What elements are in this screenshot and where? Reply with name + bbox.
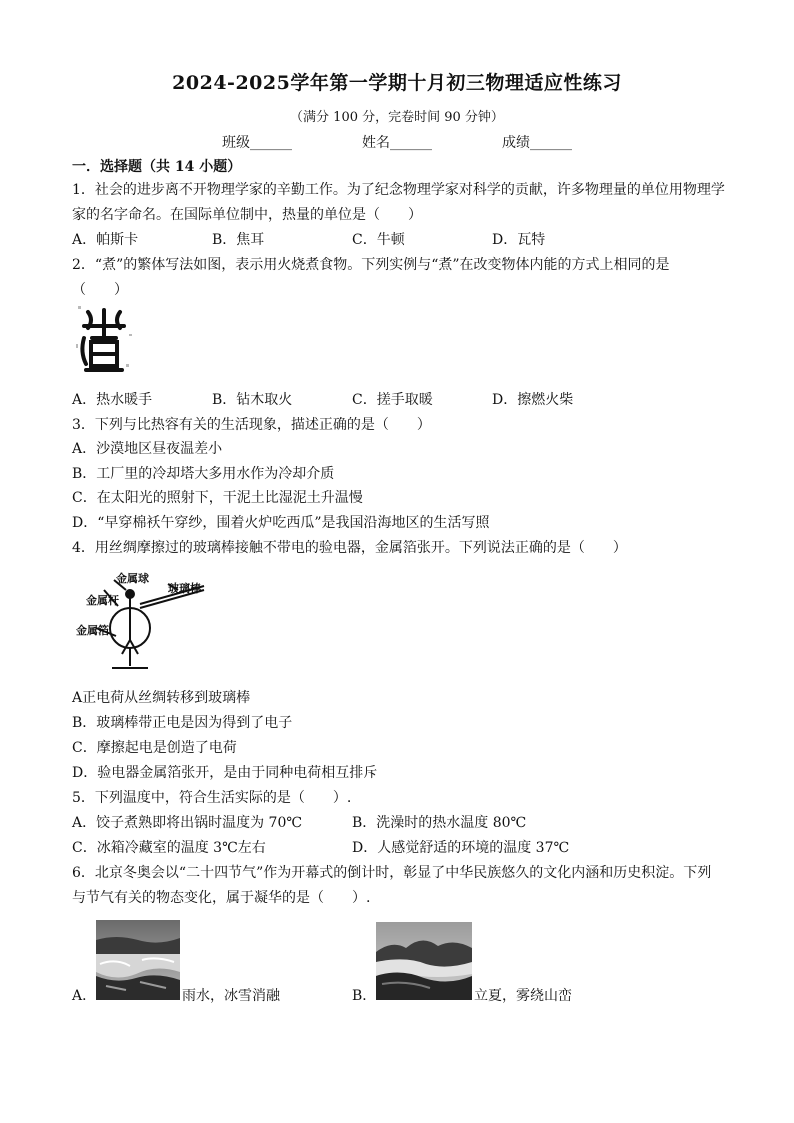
q1-option-c: C．牛顿 [352,232,405,248]
q4-option-c: C．摩擦起电是创造了电荷 [72,740,237,756]
label-glass-rod: 玻璃棒 [168,582,201,595]
q6-stem-line2: 与节气有关的物态变化，属于凝华的是（ ）. [72,890,371,906]
q3-stem: 3．下列与比热容有关的生活现象，描述正确的是（ ） [72,417,431,433]
score-field: 成绩______ [502,135,572,151]
electroscope-figure [72,566,220,676]
label-metal-foil: 金属箔 [76,624,109,637]
exam-subtitle: （满分 100 分，完卷时间 90 分钟） [290,110,504,125]
q1-stem-line1: 1．社会的进步离不开物理学家的辛勤工作。为了纪念物理学家对科学的贡献，许多物理量的单位用物理学 [72,182,725,198]
q4-option-a: A正电荷从丝绸转移到玻璃棒 [72,690,251,706]
q1-option-b: B．焦耳 [212,232,265,248]
q2-option-a: A．热水暖手 [72,392,153,408]
class-field: 班级______ [222,135,292,151]
q2-stem-line2: （ ） [72,282,128,298]
q6-option-b-letter: B． [352,988,377,1004]
q5-stem: 5．下列温度中，符合生活实际的是（ ）. [72,790,352,806]
label-metal-ball: 金属球 [116,572,149,585]
q1-option-a: A．帕斯卡 [72,232,139,248]
q3-option-a: A．沙漠地区昼夜温差小 [72,441,223,457]
q2-option-c: C．搓手取暖 [352,392,433,408]
q5-option-a: A．饺子煮熟即将出锅时温度为 70℃ [72,815,303,831]
q5-option-b: B．洗澡时的热水温度 80℃ [352,815,527,831]
exam-title: 2024-2025学年第一学期十月初三物理适应性练习 [172,72,622,94]
q3-option-d: D．“早穿棉袄午穿纱，围着火炉吃西瓜”是我国沿海地区的生活写照 [72,515,490,531]
q6-option-a-text: 雨水，冰雪消融 [182,988,280,1004]
q2-stem-line1: 2．“煮”的繁体写法如图，表示用火烧煮食物。下列实例与“煮”在改变物体内能的方式上相同的是 [72,257,670,273]
q6-stem-line1: 6．北京冬奥会以“二十四节气”作为开幕式的倒计时，彰显了中华民族悠久的文化内涵和历史积淀。下列 [72,865,712,881]
zhu-seal-character-image [74,304,134,378]
label-metal-stem: 金属杆 [86,594,119,607]
q6-option-a-letter: A． [72,988,97,1004]
q1-option-d: D．瓦特 [492,232,546,248]
q5-option-c: C．冰箱冷藏室的温度 3℃左右 [72,840,266,856]
q5-option-d: D．人感觉舒适的环境的温度 37℃ [352,840,570,856]
q4-option-d: D．验电器金属箔张开，是由于同种电荷相互排斥 [72,765,378,781]
q1-stem-line2: 家的名字命名。在国际单位制中，热量的单位是（ ） [72,207,422,223]
q4-option-b: B．玻璃棒带正电是因为得到了电子 [72,715,293,731]
name-field: 姓名______ [362,135,432,151]
q3-option-b: B．工厂里的冷却塔大多用水作为冷却介质 [72,466,335,482]
q4-stem: 4．用丝绸摩擦过的玻璃棒接触不带电的验电器，金属箔张开。下列说法正确的是（ ） [72,540,627,556]
q2-option-d: D．擦燃火柴 [492,392,574,408]
ice-melting-photo [96,920,180,1000]
mist-mountains-photo [376,922,472,1000]
q3-option-c: C．在太阳光的照射下，干泥土比湿泥土升温慢 [72,490,363,506]
q2-option-b: B．钻木取火 [212,392,293,408]
q6-option-b-text: 立夏，雾绕山峦 [474,988,572,1004]
section-title: 一．选择题（共 14 小题） [72,159,242,175]
